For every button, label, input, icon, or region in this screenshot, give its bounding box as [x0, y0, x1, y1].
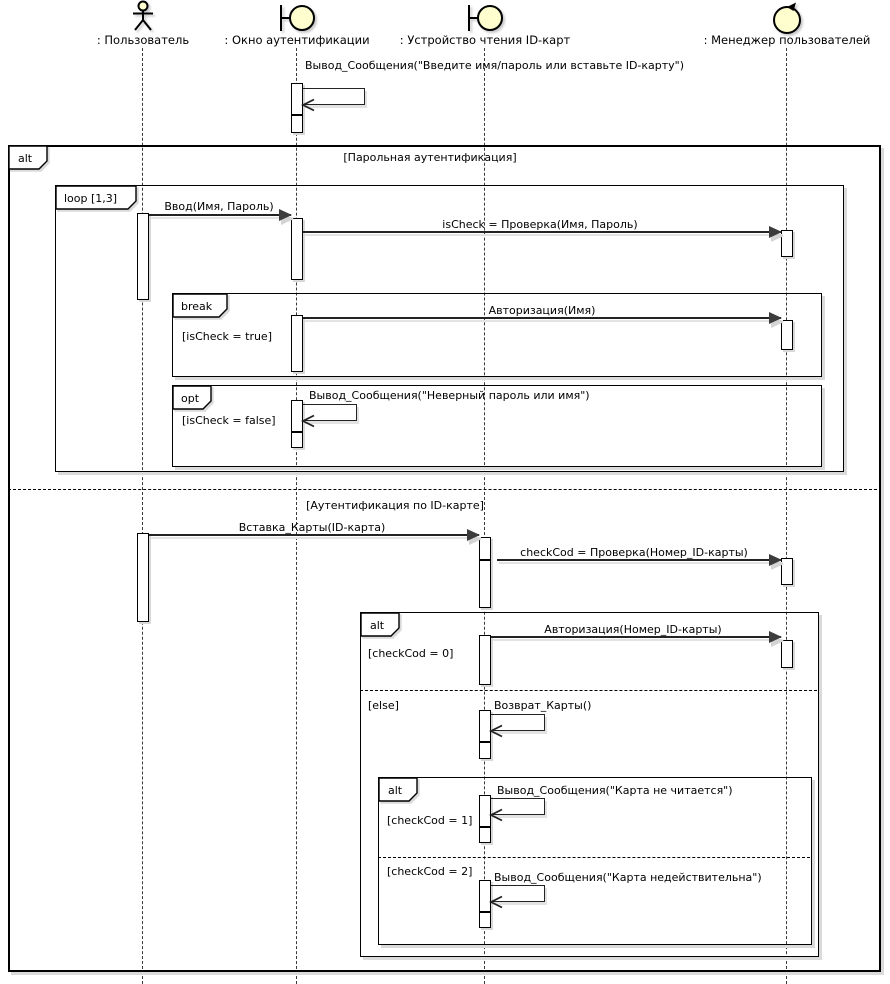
message-label-wrong: Вывод_Сообщения("Неверный пароль или имя")	[309, 389, 590, 402]
alt-outer-tab	[8, 145, 50, 171]
message-label-check-cod: checkCod = Проверка(Номер_ID-карты)	[520, 546, 748, 559]
activation-bar	[137, 533, 149, 622]
guard-idcard-auth: [Аутентификация по ID-карте]	[306, 499, 484, 512]
message-label-invalid: Вывод_Сообщения("Карта недействительна")	[494, 871, 762, 884]
message-auth-card	[491, 636, 781, 638]
guard-checkcod-1: [checkCod = 1]	[387, 814, 473, 827]
open-arrow-icon	[489, 808, 503, 822]
alt-card-divider	[360, 690, 817, 691]
svg-text:alt: alt	[388, 784, 403, 797]
loop-tab	[55, 185, 139, 211]
self-message-return-card	[491, 714, 545, 731]
break-tab	[172, 293, 230, 319]
arrowhead-icon	[279, 209, 292, 221]
message-label-auth-card: Авторизация(Номер_ID-карты)	[544, 623, 722, 636]
activation-bar	[479, 912, 491, 928]
message-insert	[149, 534, 479, 536]
svg-text:loop [1,3]: loop [1,3]	[64, 192, 118, 205]
boundary-icon	[279, 2, 317, 34]
activation-bar	[479, 742, 491, 759]
message-label-auth-name: Авторизация(Имя)	[488, 304, 596, 317]
guard-else: [else]	[368, 699, 399, 712]
arrowhead-icon	[769, 226, 782, 238]
boundary-icon	[467, 2, 505, 34]
message-label-check: isCheck = Проверка(Имя, Пароль)	[442, 218, 638, 231]
guard-checkcod-0: [checkCod = 0]	[368, 647, 454, 660]
open-arrow-icon	[489, 895, 503, 909]
svg-text:break: break	[181, 300, 213, 313]
participant-label-auth-window: : Окно аутентификации	[224, 33, 370, 47]
svg-text:opt: opt	[181, 392, 200, 405]
message-label-unreadable: Вывод_Сообщения("Карта не читается")	[497, 784, 733, 797]
open-arrow-icon	[301, 414, 315, 428]
guard-checkcod-2: [checkCod = 2]	[387, 865, 473, 878]
svg-text:alt: alt	[370, 619, 385, 632]
alt-card-error-divider	[378, 857, 810, 858]
activation-bar	[291, 432, 303, 448]
message-input	[149, 214, 291, 216]
message-label-prompt: Вывод_Сообщения("Введите имя/пароль или вставьте ID-карту")	[305, 59, 685, 72]
activation-bar	[291, 218, 303, 280]
opt-tab	[172, 385, 214, 411]
open-arrow-icon	[489, 724, 503, 738]
message-label-insert: Вставка_Карты(ID-карта)	[238, 521, 386, 534]
message-auth-name	[303, 317, 781, 319]
arrowhead-icon	[769, 312, 782, 324]
activation-bar	[137, 213, 149, 300]
self-message-unreadable	[491, 798, 545, 815]
arrowhead-icon	[467, 529, 480, 541]
activation-bar	[291, 315, 303, 372]
message-check	[303, 231, 781, 233]
alt-outer-divider	[8, 489, 877, 490]
message-label-input: Ввод(Имя, Пароль)	[164, 200, 274, 213]
arrowhead-icon	[769, 554, 782, 566]
activation-bar	[479, 560, 491, 608]
alt-card-error-tab	[378, 777, 420, 803]
control-icon	[769, 0, 807, 36]
self-message-prompt	[303, 88, 365, 105]
participant-label-card-reader: : Устройство чтения ID-карт	[399, 33, 571, 47]
actor-icon	[129, 0, 157, 32]
activation-bar	[291, 115, 303, 133]
alt-card-tab	[360, 612, 402, 638]
message-check-cod	[497, 559, 781, 561]
open-arrow-icon	[301, 98, 315, 112]
alt-frame-card-error	[378, 777, 812, 945]
svg-text:alt: alt	[18, 152, 33, 165]
guard-ischeck-true: [isCheck = true]	[182, 330, 272, 343]
guard-password-auth: [Парольная аутентификация]	[343, 151, 517, 164]
self-message-wrong	[303, 404, 357, 421]
self-message-invalid	[491, 885, 545, 902]
message-label-return-card: Возврат_Карты()	[494, 699, 592, 712]
participant-label-user: : Пользователь	[96, 33, 190, 47]
arrowhead-icon	[769, 631, 782, 643]
participant-label-user-manager: : Менеджер пользователей	[703, 33, 871, 47]
activation-bar	[479, 827, 491, 843]
activation-bar	[479, 635, 491, 685]
guard-ischeck-false: [isCheck = false]	[182, 414, 276, 427]
